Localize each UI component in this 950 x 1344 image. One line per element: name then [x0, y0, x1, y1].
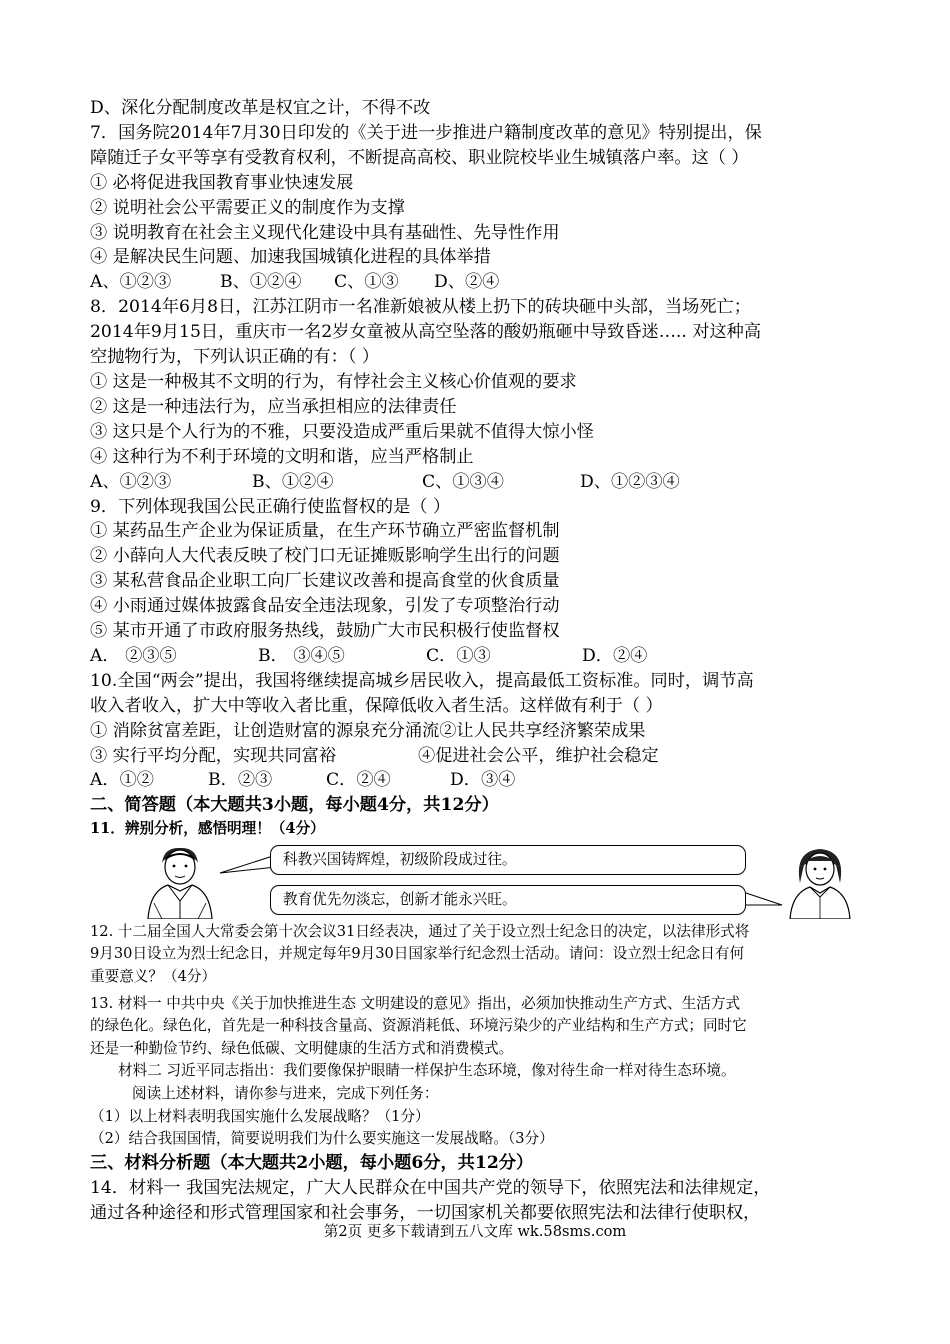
- q10-option-d: D．③④: [450, 770, 516, 791]
- q7-stem: 7．国务院2014年7月30日印发的《关于进一步推进户籍制度改革的意见》特别提出，保: [90, 122, 762, 143]
- q8-stem-cont: 空抛物行为，下列认识正确的有：（ ）: [90, 347, 380, 368]
- q8-option-a: A、①②③: [90, 471, 172, 492]
- q12-line: 9月30日设立为烈士纪念日，并规定每年9月30日国家举行纪念烈士活动。请问：设立烈士纪念日有何: [90, 945, 745, 963]
- q9-option-c: C．①③: [426, 645, 491, 666]
- q11-title: 11．辨别分析，感悟明理！（4分）: [90, 820, 325, 838]
- q9-option-d: D．②④: [582, 645, 648, 666]
- q10-options: [90, 768, 860, 793]
- q10-item: [90, 744, 860, 769]
- q8-item: ② 这是一种违法行为，应当承担相应的法律责任: [90, 396, 457, 417]
- q9-stem: 9．下列体现我国公民正确行使监督权的是（ ）: [90, 496, 451, 517]
- q8-stem-cont: 2014年9月15日，重庆市一名2岁女童被从高空坠落的酸奶瓶砸中导致昏迷….. 对这种高: [90, 322, 762, 343]
- q10-option-c: C．②④: [326, 770, 391, 791]
- girl-figure-icon: [780, 843, 860, 919]
- q14-line: 14．材料一 我国宪法规定，广大人民群众在中国共产党的领导下，依照宪法和法律规定，: [90, 1177, 771, 1198]
- q13-material-2: 材料二 习近平同志指出：我们要像保护眼睛一样保护生态环境，像对待生命一样对待生态环境。: [118, 1062, 736, 1080]
- q8-options: [90, 470, 860, 495]
- q7-option-a: A、①②③: [90, 272, 172, 293]
- speech-bubble-boy: 科教兴国铸辉煌，初级阶段成过往。: [270, 845, 746, 875]
- q7-option-c: C、①③: [334, 272, 399, 293]
- section-2-heading: 二、简答题（本大题共3小题，每小题4分，共12分）: [90, 795, 499, 816]
- page-footer: 第2页 更多下载请到五八文库 wk.58sms.com: [323, 1223, 627, 1240]
- q12-line: 12. 十二届全国人大常委会第十次会议31日经表决，通过了关于设立烈士纪念日的决定，以法律形式将: [90, 922, 750, 940]
- section-3-heading: 三、材料分析题（本大题共2小题，每小题6分，共12分）: [90, 1152, 534, 1173]
- q6-option-d: D、深化分配制度改革是权宜之计，不得不改: [90, 98, 431, 118]
- q12-line: 重要意义？（4分）: [90, 968, 217, 986]
- q13-line: 还是一种勤俭节约、绿色低碳、文明健康的生活方式和消费模式。: [90, 1039, 514, 1057]
- q7-options: [90, 270, 860, 295]
- q8-stem: 8．2014年6月8日，江苏江阴市一名准新娘被从楼上扔下的砖块砸中头部，当场死亡；: [90, 297, 751, 318]
- q10-item-3: ③ 实行平均分配，实现共同富裕: [90, 745, 337, 766]
- speech-tail-icon: [744, 887, 784, 917]
- q10-item-4: ④促进社会公平，维护社会稳定: [418, 745, 659, 766]
- q13-line: 的绿色化。绿色化，首先是一种科技含量高、资源消耗低、环境污染少的产业结构和生产方式；同时它: [90, 1017, 747, 1035]
- exam-page: [90, 96, 860, 1226]
- q8-option-b: B、①②④: [252, 471, 334, 492]
- q9-item: ⑤ 某市开通了市政府服务热线，鼓励广大市民积极行使监督权: [90, 621, 560, 642]
- q13-instruction: 阅读上述材料，请你参与进来，完成下列任务：: [132, 1085, 439, 1103]
- q13-line: 13. 材料一 中共中央《关于加快推进生态 文明建设的意见》指出，必须加快推动生产方式、生活方式: [90, 994, 741, 1012]
- q9-option-a: A． ②③⑤: [90, 645, 177, 666]
- speech-bubble-girl: 教育优先勿淡忘，创新才能永兴旺。: [270, 885, 746, 915]
- q8-item: ④ 这种行为不利于环境的文明和谐，应当严格制止: [90, 446, 474, 467]
- q7-item: ② 说明社会公平需要正义的制度作为支撑: [90, 197, 405, 218]
- q10-option-b: B．②③: [208, 770, 273, 791]
- q8-option-c: C、①③④: [422, 471, 504, 492]
- q7-item: ④ 是解决民生问题、加速我国城镇化进程的具体举措: [90, 247, 491, 268]
- q11-dialog: [90, 843, 860, 919]
- q13-task-1: （1）以上材料表明我国实施什么发展战略？（1分）: [90, 1107, 430, 1125]
- q9-item: ③ 某私营食品企业职工向厂长建议改善和提高食堂的伙食质量: [90, 571, 560, 592]
- q9-item: ④ 小雨通过媒体披露食品安全违法现象，引发了专项整治行动: [90, 596, 560, 617]
- q7-item: ① 必将促进我国教育事业快速发展: [90, 172, 354, 193]
- q8-item: ① 这是一种极其不文明的行为，有悖社会主义核心价值观的要求: [90, 371, 577, 392]
- boy-figure-icon: [140, 843, 220, 919]
- q10-option-a: A．①②: [90, 770, 154, 791]
- q14-line: 通过各种途径和形式管理国家和社会事务，一切国家机关都要依照宪法和法律行使职权，: [90, 1202, 761, 1223]
- q10-item: ① 消除贫富差距，让创造财富的源泉充分涌流②让人民共享经济繁荣成果: [90, 720, 646, 741]
- q13-task-2: （2）结合我国国情，简要说明我们为什么要实施这一发展战略。（3分）: [90, 1130, 554, 1148]
- speech-tail-icon: [218, 847, 278, 877]
- q7-item: ③ 说明教育在社会主义现代化建设中具有基础性、先导性作用: [90, 222, 560, 243]
- q9-item: ① 某药品生产企业为保证质量，在生产环节确立严密监督机制: [90, 521, 560, 542]
- q10-stem: 10.全国“两会”提出，我国将继续提高城乡居民收入，提高最低工资标准。同时，调节高: [90, 670, 754, 691]
- q8-item: ③ 这只是个人行为的不雅，只要没造成严重后果就不值得大惊小怪: [90, 421, 594, 442]
- q7-option-d: D、②④: [434, 272, 500, 293]
- q7-option-b: B、①②④: [220, 272, 302, 293]
- q8-option-d: D、①②③④: [580, 471, 680, 492]
- q7-stem-cont: 障随迁子女平等享有受教育权利，不断提高高校、职业院校毕业生城镇落户率。这（ ）: [90, 147, 749, 168]
- q10-stem-cont: 收入者收入，扩大中等收入者比重，保障低收入者生活。这样做有利于（ ）: [90, 695, 663, 716]
- q9-options: [90, 644, 860, 669]
- q9-option-b: B． ③④⑤: [258, 645, 345, 666]
- q9-item: ② 小薛向人大代表反映了校门口无证摊贩影响学生出行的问题: [90, 546, 560, 567]
